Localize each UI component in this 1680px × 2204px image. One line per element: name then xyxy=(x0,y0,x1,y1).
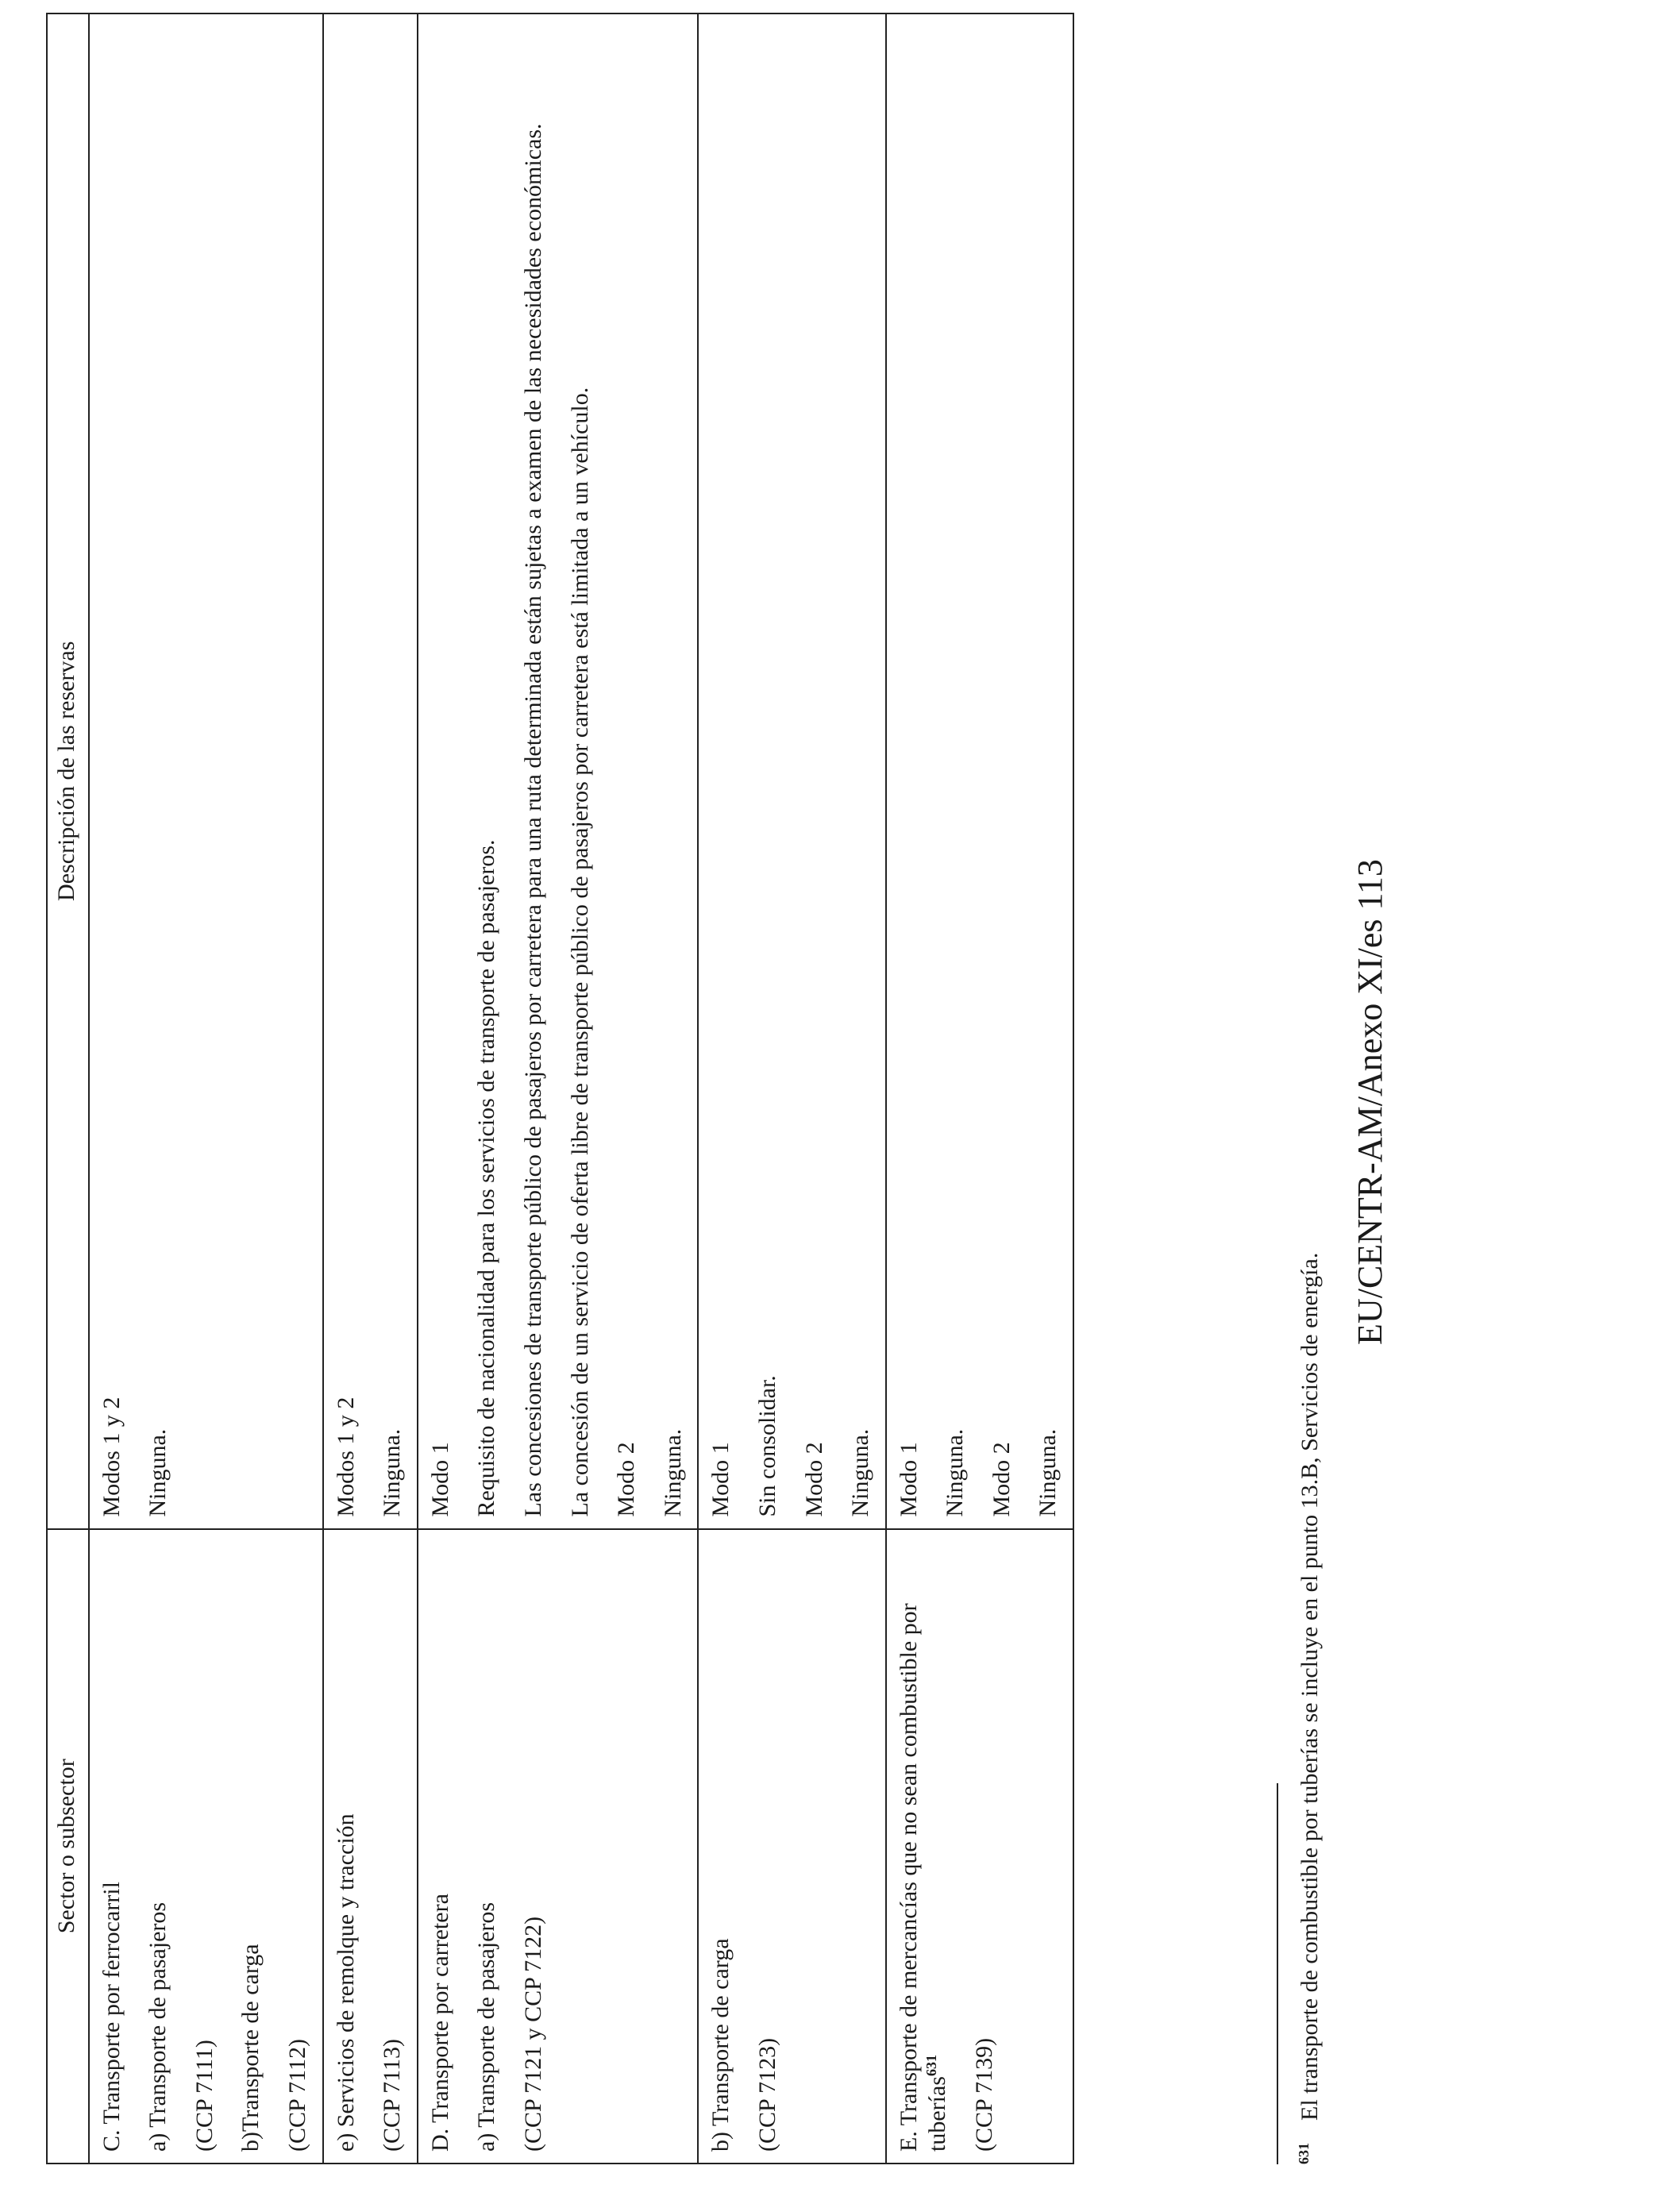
sector-cell xyxy=(418,1529,699,2164)
description-line: Ninguna. xyxy=(144,1428,171,1517)
footnote xyxy=(1296,100,1324,2164)
description-line: Modo 2 xyxy=(613,1442,640,1517)
description-line: Ninguna. xyxy=(942,1428,969,1517)
sector-line: (CCP 7123) xyxy=(753,2037,780,2152)
footnote-reference[interactable]: 631 xyxy=(923,2055,940,2077)
sector-line: C. Transporte por ferrocarril xyxy=(98,1882,125,2152)
table-row xyxy=(323,13,418,2164)
sector-line: a) Transporte de pasajeros xyxy=(144,1902,171,2152)
sector-line: (CCP 7121 y CCP 7122) xyxy=(519,1916,546,2152)
description-cell xyxy=(418,13,699,1529)
sector-line: (CCP 7139) xyxy=(970,2037,997,2152)
sector-line: (CCP 7112) xyxy=(283,2039,310,2152)
table-row xyxy=(89,13,323,2164)
sector-cell xyxy=(89,1529,323,2164)
description-line: Ninguna. xyxy=(379,1428,406,1517)
sector-line: a) Transporte de pasajeros xyxy=(473,1902,500,2152)
description-line: Ninguna. xyxy=(1035,1428,1062,1517)
sector-line: D. Transporte por carretera xyxy=(426,1894,453,2152)
sector-cell xyxy=(886,1529,1073,2164)
footnote-text: El transporte de combustible por tuberías se incluye en el punto 13.B, Servicios de energía. xyxy=(1297,1252,1323,2121)
description-line: Ninguna. xyxy=(847,1428,874,1517)
footnote-number: 631 xyxy=(1296,2143,1312,2164)
reservations-table xyxy=(46,13,1074,2164)
table-row xyxy=(418,13,699,2164)
header-description: Descripción de las reservas xyxy=(47,13,89,1529)
table-row xyxy=(886,13,1073,2164)
sector-line: b) Transporte de carga xyxy=(707,1938,734,2152)
description-line: Modo 1 xyxy=(895,1442,922,1517)
sector-line: (CCP 7111) xyxy=(191,2040,218,2152)
table-row xyxy=(698,13,885,2164)
description-line: Modos 1 y 2 xyxy=(332,1397,359,1517)
sector-text: E. Transporte de mercancías que no sean combustible por tuberías xyxy=(895,1603,951,2152)
description-cell xyxy=(89,13,323,1529)
description-line: Modo 1 xyxy=(707,1442,734,1517)
sector-line xyxy=(895,1541,953,2152)
description-line: Las concesiones de transporte público de pasajeros por carretera para una ruta determinada están sujetas a examen de las necesidades económicas. xyxy=(519,123,546,1517)
sector-cell xyxy=(698,1529,885,2164)
page-reference: EU/CENTR-AM/Anexo XI/es 113 xyxy=(1351,859,1389,1345)
sector-line: e) Servicios de remolque y tracción xyxy=(332,1813,359,2152)
description-line: Modo 2 xyxy=(988,1442,1015,1517)
description-cell xyxy=(698,13,885,1529)
description-line: Ninguna. xyxy=(659,1428,686,1517)
footnote-divider xyxy=(1277,1783,1278,2164)
description-cell xyxy=(886,13,1073,1529)
sector-line: (CCP 7113) xyxy=(379,2039,406,2152)
sector-cell xyxy=(323,1529,418,2164)
header-sector: Sector o subsector xyxy=(47,1529,89,2164)
description-cell xyxy=(323,13,418,1529)
description-line: La concesión de un servicio de oferta libre de transporte público de pasajeros por carretera está limitada a un vehículo. xyxy=(566,387,593,1517)
sector-line: b)Transporte de carga xyxy=(237,1944,264,2152)
description-line: Modo 1 xyxy=(426,1442,453,1517)
description-line: Modos 1 y 2 xyxy=(98,1397,125,1517)
description-line: Requisito de nacionalidad para los servicios de transporte de pasajeros. xyxy=(473,839,500,1517)
description-line: Modo 2 xyxy=(800,1442,827,1517)
description-line: Sin consolidar. xyxy=(753,1375,780,1517)
table-header-row xyxy=(47,13,89,2164)
